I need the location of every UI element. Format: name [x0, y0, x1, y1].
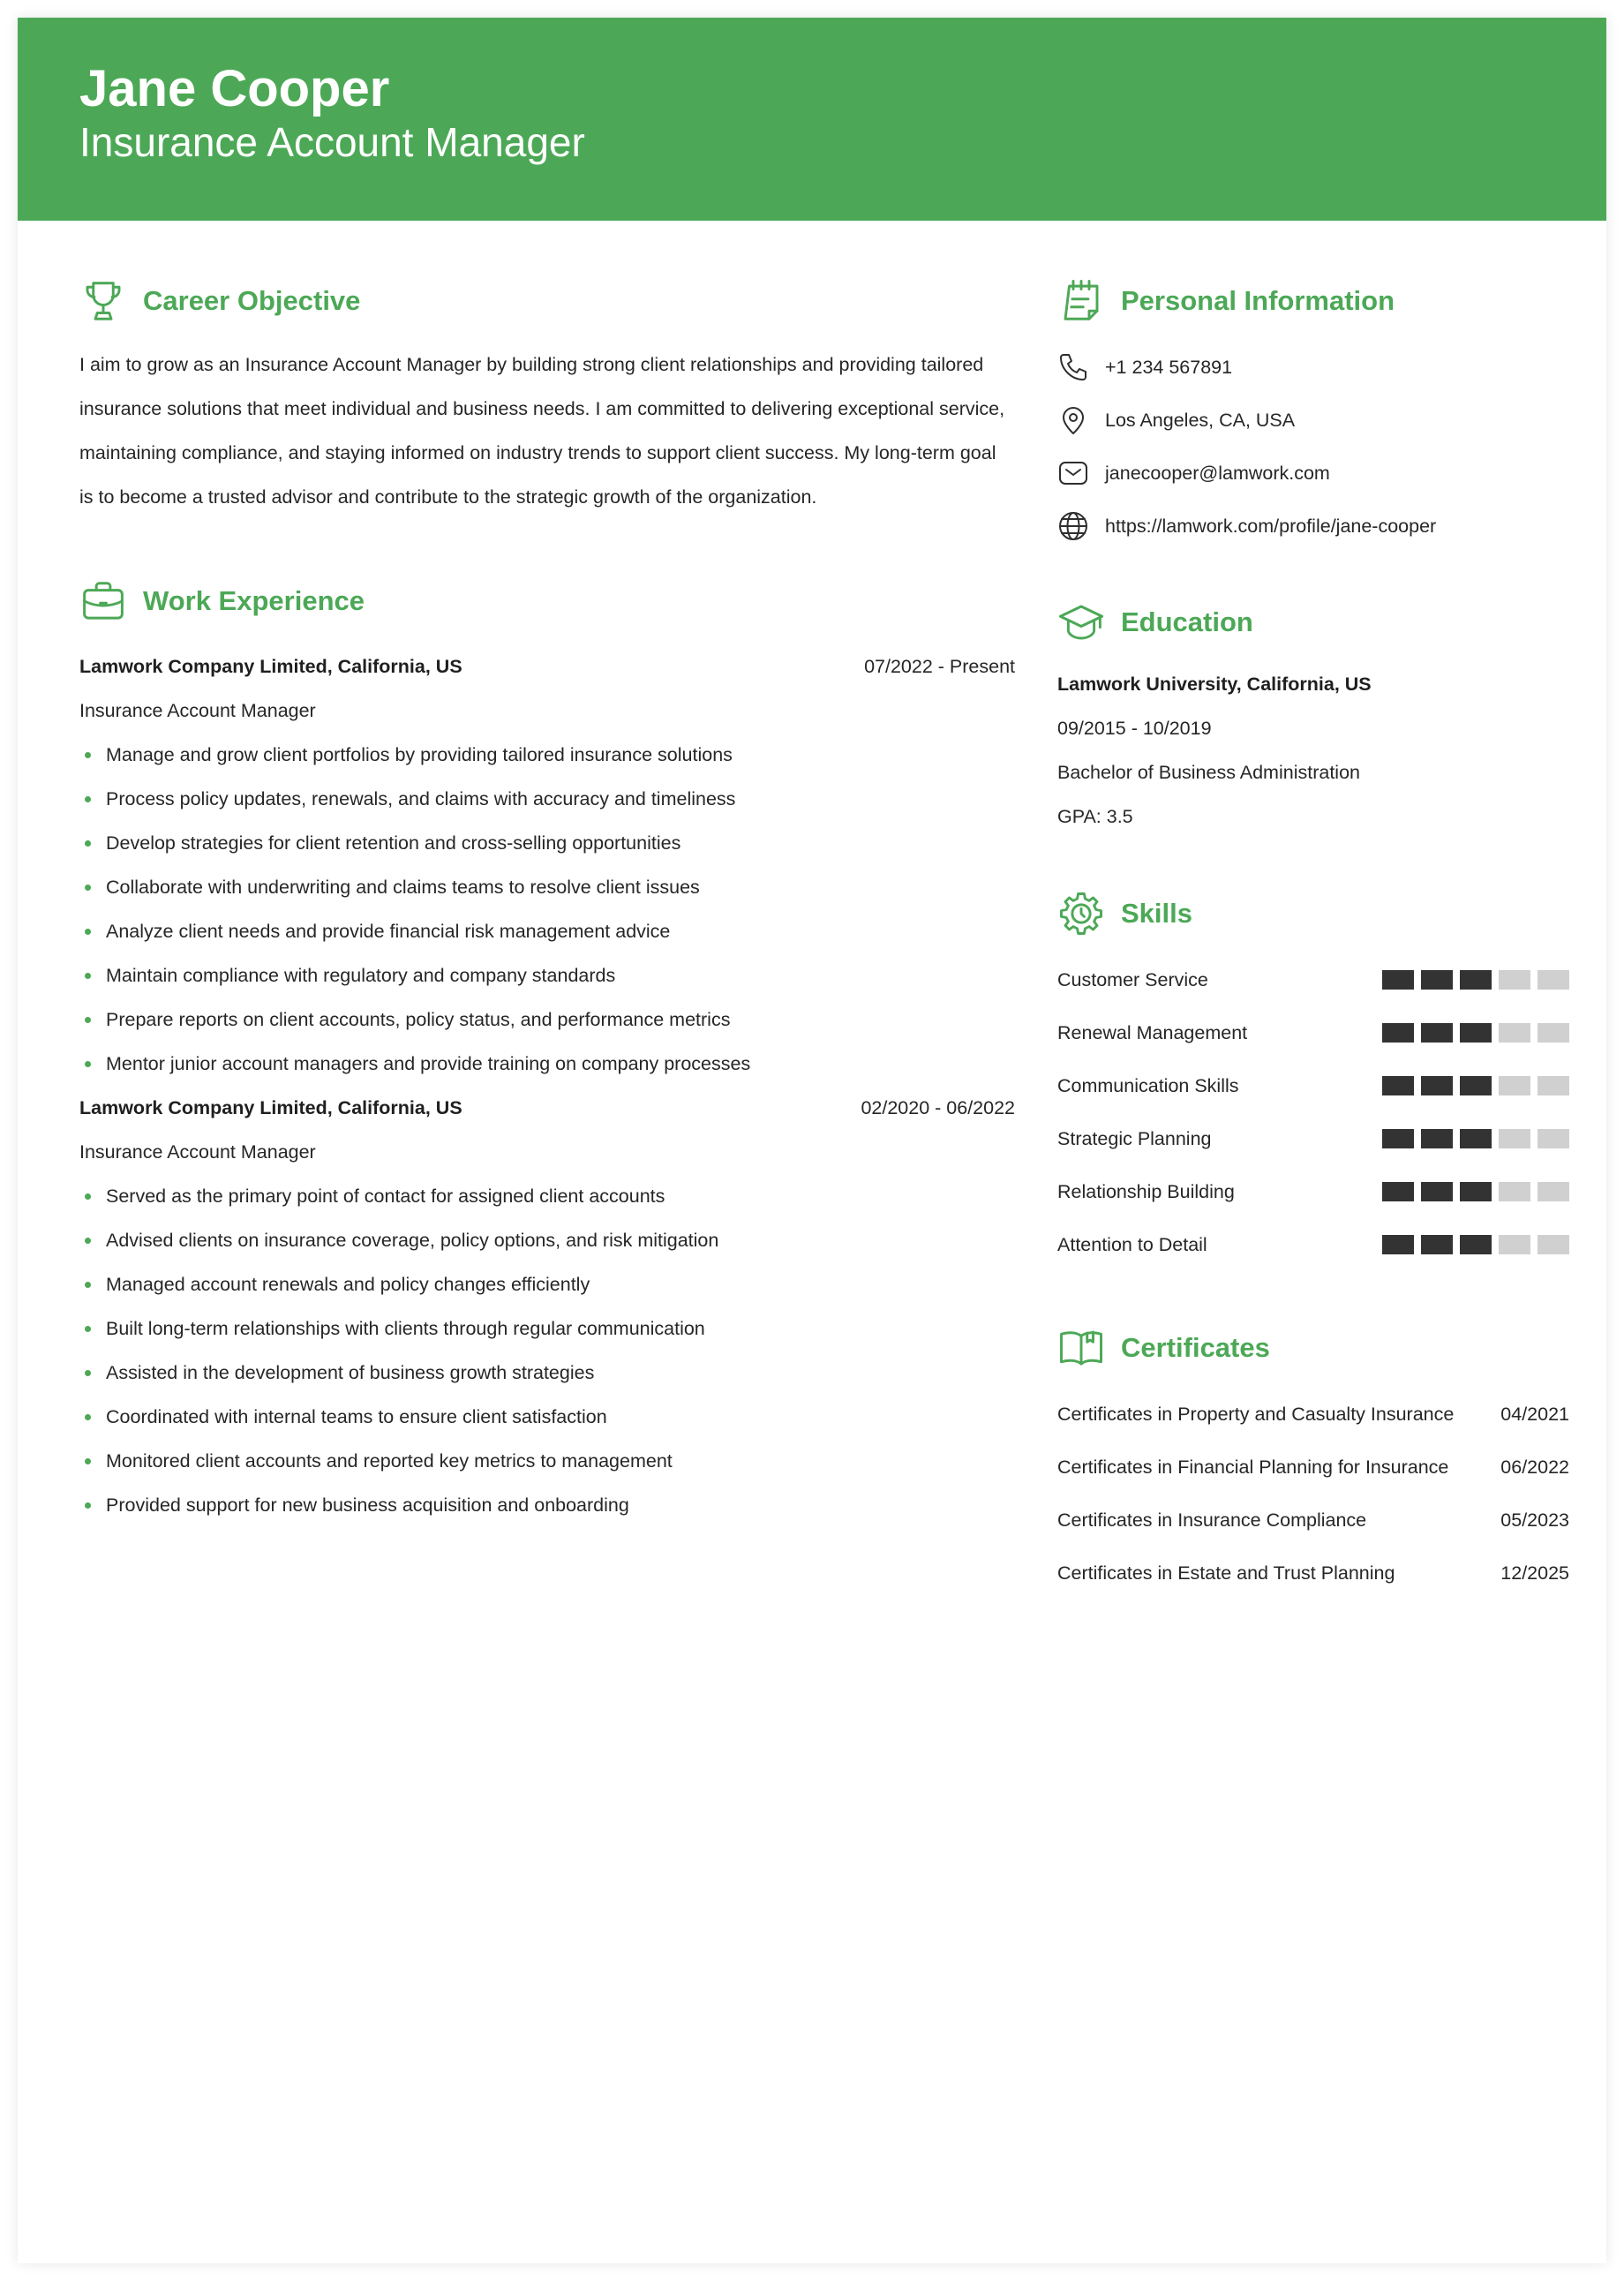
skill-bar-filled	[1421, 1182, 1453, 1201]
resume-header	[18, 18, 1606, 221]
list-item: Manage and grow client portfolios by providing tailored insurance solutions	[79, 733, 1015, 777]
education-school: Lamwork University, California, US	[1057, 674, 1372, 695]
list-item: Mentor junior account managers and provide training on company processes	[79, 1042, 1015, 1086]
skill-bar-filled	[1421, 1129, 1453, 1148]
list-item: Process policy updates, renewals, and claims with accuracy and timeliness	[79, 777, 1015, 821]
trophy-icon	[79, 277, 127, 325]
gear-icon	[1057, 890, 1105, 937]
job-company: Lamwork Company Limited, California, US	[79, 655, 462, 677]
skill-name: Strategic Planning	[1057, 1127, 1212, 1149]
skill-bar-filled	[1382, 1129, 1414, 1148]
list-item: Provided support for new business acquisition and onboarding	[79, 1483, 1015, 1527]
career-objective-title: Career Objective	[143, 285, 361, 316]
skill-bar-empty	[1499, 1182, 1530, 1201]
skill-bar-empty	[1538, 1023, 1569, 1043]
skill-row	[1057, 1218, 1569, 1271]
skill-bar-empty	[1499, 1023, 1530, 1043]
list-item: Analyze client needs and provide financial risk management advice	[79, 909, 1015, 953]
work-experience-title: Work Experience	[143, 585, 365, 616]
skill-row	[1057, 1006, 1569, 1059]
skill-bar-filled	[1382, 970, 1414, 990]
certificates-list	[1057, 1388, 1569, 1600]
graduation-cap-icon	[1057, 598, 1105, 646]
phone-value: +1 234 567891	[1105, 356, 1233, 378]
book-icon	[1057, 1324, 1105, 1372]
career-objective-text: I aim to grow as an Insurance Account Manager by building strong client relationships and providing tailored insurance solutions that meet individual and business needs. I am committed to delivering exceptional service, maintaining compliance, and staying informed on industry trends to support client success. My long-term goal is to become a trusted advisor and contribute to the strategic growth of the organization.	[79, 354, 1005, 508]
skill-name: Relationship Building	[1057, 1180, 1235, 1202]
certificate-date: 05/2023	[1500, 1509, 1569, 1531]
certificates-heading	[1057, 1321, 1569, 1375]
career-objective-heading	[79, 274, 1015, 328]
skill-bar-empty	[1538, 1235, 1569, 1254]
job-duties-list	[79, 733, 1015, 1086]
mail-icon	[1057, 457, 1089, 489]
certificate-row	[1057, 1547, 1569, 1600]
skill-bar-empty	[1538, 1076, 1569, 1095]
list-item: Coordinated with internal teams to ensure client satisfaction	[79, 1395, 1015, 1439]
skill-bar-filled	[1460, 1023, 1492, 1043]
personal-information-title: Personal Information	[1121, 285, 1395, 316]
job-entry-1	[79, 644, 1015, 1086]
job-dates: 02/2020 - 06/2022	[861, 1096, 1015, 1118]
skill-bar-empty	[1499, 1129, 1530, 1148]
job-duties-list	[79, 1174, 1015, 1527]
skill-name: Customer Service	[1057, 968, 1208, 990]
skill-level-bars	[1375, 1182, 1569, 1201]
notepad-icon	[1057, 277, 1105, 325]
skill-bar-filled	[1421, 1023, 1453, 1043]
certificate-row	[1057, 1388, 1569, 1441]
skill-row	[1057, 953, 1569, 1006]
skill-bar-filled	[1460, 1182, 1492, 1201]
list-item: Built long-term relationships with clients through regular communication	[79, 1306, 1015, 1351]
briefcase-icon	[79, 577, 127, 625]
skill-bar-filled	[1382, 1182, 1414, 1201]
skills-title: Skills	[1121, 898, 1192, 929]
certificate-date: 06/2022	[1500, 1456, 1569, 1478]
certificate-name: Certificates in Financial Planning for Insurance	[1057, 1456, 1449, 1478]
job-company: Lamwork Company Limited, California, US	[79, 1096, 462, 1118]
email-value: janecooper@lamwork.com	[1105, 462, 1330, 484]
education-dates: 09/2015 - 10/2019	[1057, 718, 1212, 739]
list-item: Served as the primary point of contact for assigned client accounts	[79, 1174, 1015, 1218]
education-heading	[1057, 595, 1569, 650]
globe-icon	[1057, 510, 1089, 542]
contact-list	[1057, 341, 1569, 553]
skill-level-bars	[1375, 1129, 1569, 1148]
certificate-name: Certificates in Property and Casualty Insurance	[1057, 1403, 1455, 1425]
skill-bar-empty	[1538, 970, 1569, 990]
skill-row	[1057, 1112, 1569, 1165]
skill-bar-filled	[1460, 1235, 1492, 1254]
left-column	[79, 221, 1015, 1527]
phone-icon	[1057, 351, 1089, 383]
skill-bar-empty	[1499, 1076, 1530, 1095]
list-item: Collaborate with underwriting and claims teams to resolve client issues	[79, 865, 1015, 909]
skill-bar-empty	[1499, 970, 1530, 990]
education-degree: Bachelor of Business Administration	[1057, 762, 1360, 783]
skill-name: Attention to Detail	[1057, 1233, 1207, 1255]
list-item: Assisted in the development of business growth strategies	[79, 1351, 1015, 1395]
certificate-row	[1057, 1441, 1569, 1494]
job-entry-2	[79, 1086, 1015, 1527]
skill-bar-filled	[1460, 1129, 1492, 1148]
job-role: Insurance Account Manager	[79, 700, 316, 721]
skill-name: Communication Skills	[1057, 1074, 1239, 1096]
skill-level-bars	[1375, 1235, 1569, 1254]
list-item: Monitored client accounts and reported key metrics to management	[79, 1439, 1015, 1483]
skill-bar-filled	[1382, 1023, 1414, 1043]
skill-bar-filled	[1421, 1076, 1453, 1095]
location-pin-icon	[1057, 404, 1089, 436]
skill-bar-empty	[1499, 1235, 1530, 1254]
skills-list	[1057, 953, 1569, 1271]
skill-bar-empty	[1538, 1182, 1569, 1201]
list-item: Advised clients on insurance coverage, policy options, and risk mitigation	[79, 1218, 1015, 1262]
certificate-name: Certificates in Insurance Compliance	[1057, 1509, 1367, 1531]
education-title: Education	[1121, 606, 1253, 637]
education-entry	[1057, 662, 1569, 839]
website-value: https://lamwork.com/profile/jane-cooper	[1105, 515, 1437, 537]
job-dates: 07/2022 - Present	[864, 655, 1015, 677]
right-column	[1057, 221, 1569, 1600]
skill-bar-filled	[1382, 1076, 1414, 1095]
skills-heading	[1057, 886, 1569, 941]
job-role: Insurance Account Manager	[79, 1141, 316, 1163]
skill-level-bars	[1375, 970, 1569, 990]
work-experience-heading	[79, 574, 1015, 629]
contact-location	[1057, 394, 1569, 447]
skill-bar-empty	[1538, 1129, 1569, 1148]
location-value: Los Angeles, CA, USA	[1105, 409, 1296, 431]
contact-phone	[1057, 341, 1569, 394]
certificate-date: 04/2021	[1500, 1403, 1569, 1425]
certificates-title: Certificates	[1121, 1332, 1270, 1363]
certificate-row	[1057, 1494, 1569, 1547]
skill-bar-filled	[1421, 1235, 1453, 1254]
skill-bar-filled	[1421, 970, 1453, 990]
candidate-name: Jane Cooper	[79, 60, 390, 117]
certificate-date: 12/2025	[1500, 1562, 1569, 1584]
list-item: Managed account renewals and policy changes efficiently	[79, 1262, 1015, 1306]
certificate-name: Certificates in Estate and Trust Planning	[1057, 1562, 1395, 1584]
resume-page	[18, 18, 1606, 2263]
skill-row	[1057, 1165, 1569, 1218]
education-gpa: GPA: 3.5	[1057, 806, 1133, 827]
list-item: Prepare reports on client accounts, policy status, and performance metrics	[79, 997, 1015, 1042]
skill-row	[1057, 1059, 1569, 1112]
list-item: Maintain compliance with regulatory and company standards	[79, 953, 1015, 997]
skill-level-bars	[1375, 1023, 1569, 1043]
list-item: Develop strategies for client retention and cross-selling opportunities	[79, 821, 1015, 865]
contact-website	[1057, 500, 1569, 553]
skill-bar-filled	[1460, 1076, 1492, 1095]
skill-bar-filled	[1382, 1235, 1414, 1254]
skill-level-bars	[1375, 1076, 1569, 1095]
personal-information-heading	[1057, 274, 1569, 328]
candidate-title: Insurance Account Manager	[79, 119, 585, 165]
skill-bar-filled	[1460, 970, 1492, 990]
contact-email	[1057, 447, 1569, 500]
skill-name: Renewal Management	[1057, 1021, 1248, 1043]
